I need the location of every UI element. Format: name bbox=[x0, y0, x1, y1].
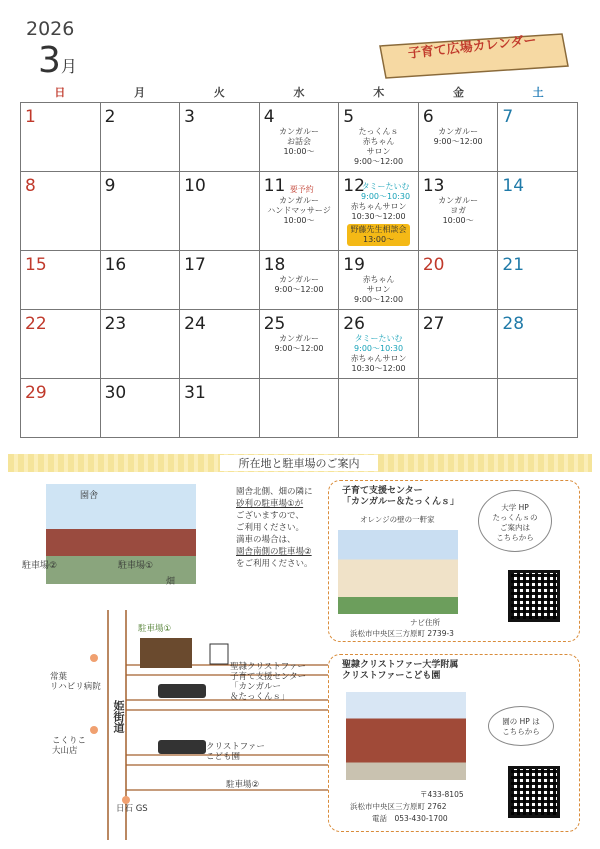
event-text: 9:00〜12:00 bbox=[354, 157, 404, 166]
day-cell: 18 カンガルー 9:00〜12:00 bbox=[260, 251, 340, 310]
map-gs-label: 日石 GS bbox=[116, 804, 148, 814]
year: 2026 bbox=[26, 18, 75, 40]
day-cell: 5 たっくんｓ 赤ちゃん サロン 9:00〜12:00 bbox=[339, 103, 419, 172]
day-cell: 13 カンガルー ヨガ 10:00〜 bbox=[419, 172, 499, 251]
event-text: 9:00〜12:00 bbox=[433, 137, 483, 146]
photo-label: 駐車場① bbox=[118, 561, 154, 571]
event-text: 9:00〜10:30 bbox=[361, 192, 411, 201]
navi-label: ナビ住所 bbox=[410, 618, 440, 627]
school-photo bbox=[346, 692, 466, 780]
weekday-mon: 月 bbox=[134, 86, 146, 99]
weekday-tue: 火 bbox=[213, 86, 225, 99]
weekday-sun: 日 bbox=[54, 86, 66, 99]
hp-bubble: 大学 HP たっくんｓの ご案内は こちらから bbox=[478, 490, 552, 552]
day-cell: 9 bbox=[101, 172, 181, 251]
event-text: 10:00〜 bbox=[283, 216, 315, 225]
map-label: 駐車場② bbox=[226, 780, 260, 790]
event-text: たっくんｓ bbox=[358, 127, 399, 136]
day-cell: 17 bbox=[180, 251, 260, 310]
weekday-header bbox=[20, 84, 578, 100]
event-text: お話会 bbox=[286, 137, 311, 146]
weekday-sat: 土 bbox=[532, 86, 544, 99]
day-cell: 23 bbox=[101, 310, 181, 379]
center-photo bbox=[338, 530, 458, 614]
day-cell: 3 bbox=[180, 103, 260, 172]
day-cell: 15 bbox=[21, 251, 101, 310]
day-cell: 16 bbox=[101, 251, 181, 310]
center-sub: オレンジの壁の一軒家 bbox=[360, 515, 435, 524]
event-text: サロン bbox=[366, 285, 391, 294]
event-text: 10:00〜 bbox=[442, 216, 474, 225]
day-cell: 4 カンガルー お話会 10:00〜 bbox=[260, 103, 340, 172]
day-cell: 7 bbox=[498, 103, 578, 172]
school-title: 聖隷クリストファー大学附属 クリストファーこども園 bbox=[342, 660, 459, 681]
event-text: カンガルー bbox=[438, 196, 479, 205]
day-cell bbox=[498, 379, 578, 438]
day-cell: 1 bbox=[21, 103, 101, 172]
day-cell: 22 bbox=[21, 310, 101, 379]
day-cell: 21 bbox=[498, 251, 578, 310]
school-tel: 電話 053-430-1700 bbox=[372, 814, 448, 823]
banner-title: 子育て広場カレンダー bbox=[407, 33, 538, 62]
event-text: 9:00〜10:30 bbox=[354, 344, 404, 353]
event-text: 9:00〜12:00 bbox=[354, 295, 404, 304]
day-cell: 6 カンガルー 9:00〜12:00 bbox=[419, 103, 499, 172]
day-cell: 2 bbox=[101, 103, 181, 172]
day-cell: 31 bbox=[180, 379, 260, 438]
day-cell: 28 bbox=[498, 310, 578, 379]
event-text: カンガルー bbox=[278, 275, 319, 284]
day-cell: 12 タミーたいむ 9:00〜10:30 赤ちゃんサロン 10:30〜12:00 野藤先生相談会 13:00〜 bbox=[339, 172, 419, 251]
day-cell: 20 bbox=[419, 251, 499, 310]
day-cell: 19 赤ちゃん サロン 9:00〜12:00 bbox=[339, 251, 419, 310]
month: 3月 bbox=[38, 40, 77, 81]
day-cell: 14 bbox=[498, 172, 578, 251]
day-cell: 8 bbox=[21, 172, 101, 251]
school-zip: 〒433-8105 bbox=[420, 790, 464, 799]
map-rehab-label: 常葉 リハビリ病院 bbox=[50, 672, 101, 692]
map-kodomo-label: クリストファー こども園 bbox=[206, 742, 265, 762]
event-text: カンガルー bbox=[278, 334, 319, 343]
map-label: 駐車場① bbox=[138, 624, 172, 634]
event-text: 10:30〜12:00 bbox=[351, 212, 406, 221]
day-cell: 24 bbox=[180, 310, 260, 379]
event-text: 赤ちゃんサロン bbox=[350, 202, 407, 211]
weekday-thu: 木 bbox=[373, 86, 385, 99]
center-address: 浜松市中央区三方原町 2739-3 bbox=[350, 629, 454, 638]
map-center-label: 聖隷クリストファー 子育て支援センター 「カンガルー ＆たっくんｓ」 bbox=[230, 662, 307, 702]
day-cell bbox=[419, 379, 499, 438]
event-text: タミーたいむ bbox=[354, 334, 403, 343]
event-text: カンガルー bbox=[278, 127, 319, 136]
map-kokuri-label: こくりこ 大山店 bbox=[52, 736, 87, 756]
center-title: 子育て支援センター 「カンガルー＆たっくんｓ」 bbox=[342, 486, 460, 507]
day-cell: 29 bbox=[21, 379, 101, 438]
event-text: 赤ちゃん bbox=[362, 275, 395, 284]
event-text: 赤ちゃん bbox=[362, 137, 395, 146]
day-cell: 27 bbox=[419, 310, 499, 379]
map-road-label: 姫街道 bbox=[112, 700, 125, 733]
parking-intro: 園舎北側、畑の隣に 砂利の駐車場①が ございますので、 ご利用ください。 満車の場合は、 園舎南側の駐車場② をご利用ください。 bbox=[236, 487, 313, 569]
event-text: ハンドマッサージ bbox=[267, 206, 331, 215]
day-cell: 26 タミーたいむ 9:00〜10:30 赤ちゃんサロン 10:30〜12:00 bbox=[339, 310, 419, 379]
day-cell: 30 bbox=[101, 379, 181, 438]
reservation-tag: 要予約 bbox=[289, 185, 314, 194]
day-cell: 10 bbox=[180, 172, 260, 251]
event-text: ヨガ bbox=[450, 206, 467, 215]
day-cell bbox=[260, 379, 340, 438]
weekday-wed: 水 bbox=[293, 86, 305, 99]
event-text: サロン bbox=[366, 147, 391, 156]
calendar-grid bbox=[20, 102, 578, 438]
photo-label: 駐車場② bbox=[22, 561, 58, 571]
day-cell: 25 カンガルー 9:00〜12:00 bbox=[260, 310, 340, 379]
event-text: タミーたいむ bbox=[361, 182, 410, 191]
photo-label: 園舎 bbox=[80, 491, 99, 501]
section-title: 所在地と駐車場のご案内 bbox=[220, 455, 378, 471]
day-cell bbox=[339, 379, 419, 438]
qr-code-icon[interactable] bbox=[508, 766, 560, 818]
event-text: カンガルー bbox=[278, 196, 319, 205]
event-text: 10:30〜12:00 bbox=[351, 364, 406, 373]
event-text: 9:00〜12:00 bbox=[274, 285, 324, 294]
event-text: 10:00〜 bbox=[283, 147, 315, 156]
photo-label: 畑 bbox=[166, 577, 176, 587]
event-text: 9:00〜12:00 bbox=[274, 344, 324, 353]
consult-badge: 野藤先生相談会 13:00〜 bbox=[347, 224, 410, 246]
day-cell: 11 要予約 カンガルー ハンドマッサージ 10:00〜 bbox=[260, 172, 340, 251]
event-text: カンガルー bbox=[438, 127, 479, 136]
qr-code-icon[interactable] bbox=[508, 570, 560, 622]
weekday-fri: 金 bbox=[452, 86, 464, 99]
school-address: 浜松市中央区三方原町 2762 bbox=[350, 802, 447, 811]
event-text: 赤ちゃんサロン bbox=[350, 354, 407, 363]
hp-bubble: 園の HP は こちらから bbox=[488, 706, 554, 746]
access-map bbox=[8, 610, 328, 840]
